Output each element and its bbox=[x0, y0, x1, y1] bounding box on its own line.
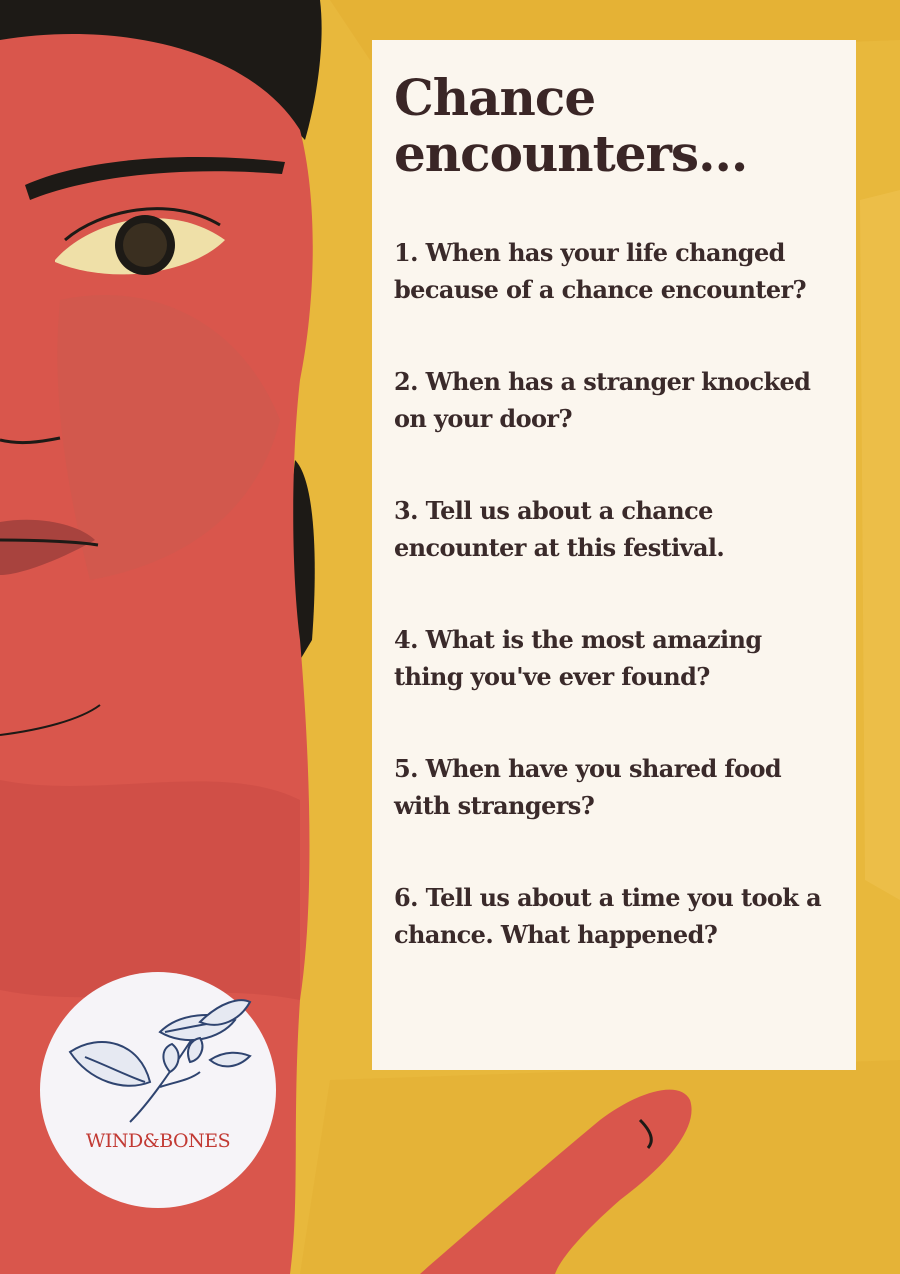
logo-wordmark: WIND&BONES bbox=[85, 1130, 231, 1152]
question-1: 1. When has your life changed because of a chance encounter? bbox=[394, 238, 806, 304]
plant-sprig-icon bbox=[40, 972, 276, 1208]
question-4: 4. What is the most amazing thing you've ever found? bbox=[394, 625, 762, 691]
wind-and-bones-logo bbox=[40, 972, 276, 1208]
question-3: 3. Tell us about a chance encounter at this festival. bbox=[394, 496, 725, 562]
poster-title bbox=[394, 70, 838, 182]
questions-card bbox=[372, 40, 856, 1070]
question-6: 6. Tell us about a time you took a chance. What happened? bbox=[394, 883, 822, 949]
question-2: 2. When has a stranger knocked on your door? bbox=[394, 367, 811, 433]
title-line-1: Chance bbox=[394, 68, 596, 127]
question-5: 5. When have you shared food with strangers? bbox=[394, 754, 782, 820]
title-line-2: encounters... bbox=[394, 124, 748, 183]
